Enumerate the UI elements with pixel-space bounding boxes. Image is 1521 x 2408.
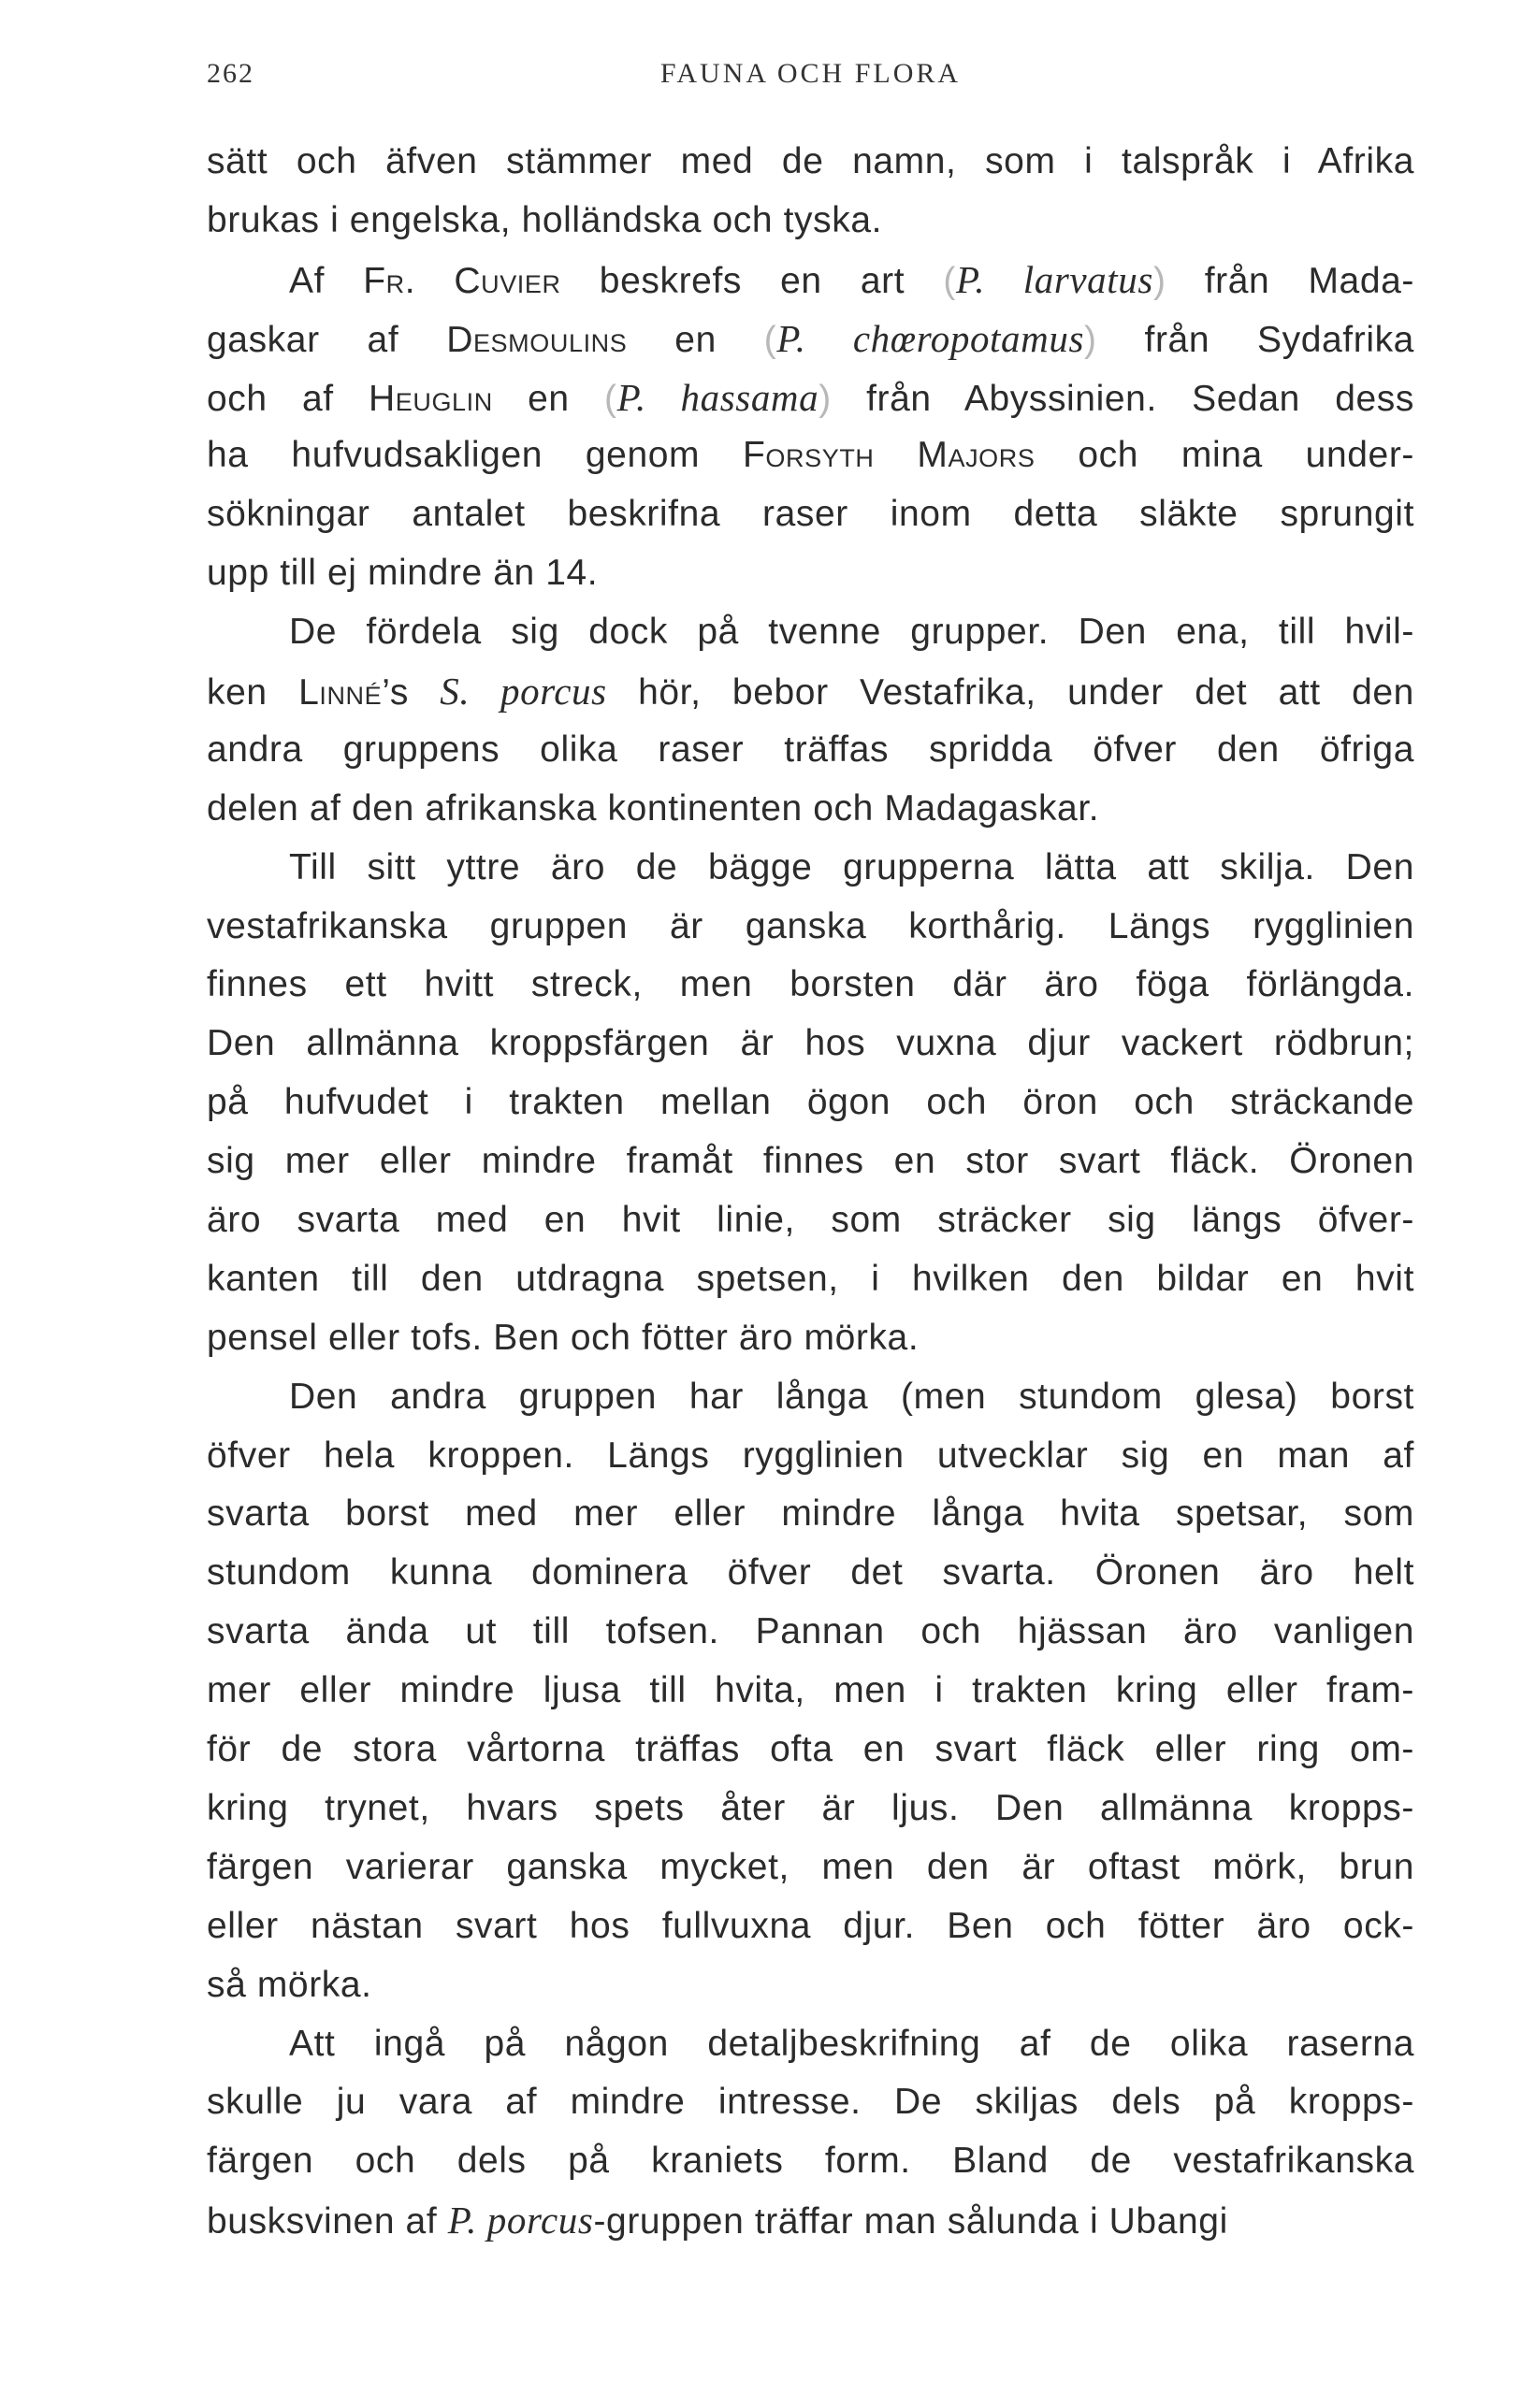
text-line (207, 2191, 1414, 2250)
text-segment: P. chœropotamus (776, 316, 1085, 360)
text-segment: Till sitt yttre äro de bägge grupperna lätta att skilja. Den (289, 846, 1414, 887)
paragraph (207, 1368, 1414, 2015)
text-segment: ) (818, 378, 832, 419)
text-segment: och mina under- (1035, 435, 1414, 476)
text-line (207, 1662, 1414, 1721)
text-segment: pensel eller tofs. Ben och fötter äro mörka. (207, 1317, 920, 1358)
text-segment: ha hufvudsakligen genom (207, 435, 743, 476)
text-segment: P. porcus (447, 2199, 594, 2242)
running-head: FAUNA OCH FLORA (659, 58, 962, 89)
text-segment: kanten till den utdragna spetsen, i hvilken den bildar en hvit (207, 1258, 1414, 1299)
text-line (207, 544, 1414, 603)
text-segment: från Abyssinien. Sedan dess (831, 378, 1414, 419)
text-line (207, 603, 1414, 662)
text-segment: svarta ända ut till tofsen. Pannan och hjässan äro vanligen (207, 1611, 1414, 1652)
text-segment: en (492, 378, 605, 419)
text-segment: så mörka. (207, 1964, 372, 2005)
text-segment: delen af den afrikanska kontinenten och Madagaskar. (207, 787, 1100, 829)
text-segment: kring trynet, hvars spets åter är ljus. Den allmänna kropps- (207, 1787, 1414, 1828)
text-segment: De fördela sig dock på tvenne grupper. Den ena, till hvil- (289, 612, 1414, 653)
text-segment: färgen och dels på kraniets form. Bland de vestafrikanska (207, 2141, 1414, 2182)
text-segment: finnes ett hvitt streck, men borsten där äro föga förlängda. (207, 964, 1414, 1005)
text-segment: en (627, 319, 764, 360)
text-segment: skulle ju vara af mindre intresse. De skiljas dels på kropps- (207, 2082, 1414, 2123)
page-header (207, 58, 1414, 105)
text-line (207, 192, 1414, 251)
text-line (207, 1721, 1414, 1780)
text-line (207, 1368, 1414, 1427)
text-segment: från Mada- (1166, 260, 1414, 301)
text-line (207, 2073, 1414, 2132)
text-segment: för de stora vårtorna träffas ofta en svart fläck eller ring om- (207, 1729, 1414, 1770)
text-line (207, 426, 1414, 485)
text-segment: andra gruppens olika raser träffas spridda öfver den öfriga (207, 728, 1414, 770)
paragraph (207, 251, 1414, 603)
text-segment: ’s (382, 672, 441, 714)
text-segment: Af (289, 260, 364, 301)
text-segment: äro svarta med en hvit linie, som sträcker sig längs öfver- (207, 1200, 1414, 1241)
text-line (207, 662, 1414, 721)
text-segment: Heuglin (368, 378, 493, 419)
text-line (207, 2015, 1414, 2074)
text-segment: sökningar antalet beskrifna raser inom detta släkte sprungit (207, 494, 1414, 535)
text-segment: stundom kunna dominera öfver det svarta. Öronen äro helt (207, 1552, 1414, 1593)
text-segment: beskrefs en art (560, 260, 944, 301)
text-segment: ) (1152, 260, 1166, 301)
paragraph (207, 2015, 1414, 2251)
text-segment: upp till ej mindre än 14. (207, 553, 599, 594)
text-segment: S. porcus (440, 670, 607, 714)
text-segment: Linné (298, 672, 383, 714)
text-line (207, 956, 1414, 1015)
text-line (207, 1250, 1414, 1309)
text-line (207, 485, 1414, 544)
text-line (207, 1074, 1414, 1132)
text-segment: gaskar af (207, 319, 447, 360)
text-segment: färgen varierar ganska mycket, men den är oftast mörk, brun (207, 1846, 1414, 1887)
text-line (207, 1191, 1414, 1250)
text-segment: och af (207, 378, 369, 419)
text-segment: ken (207, 672, 299, 714)
text-segment: sig mer eller mindre framåt finnes en stor svart fläck. Öronen (207, 1141, 1414, 1182)
text-segment: ( (763, 319, 777, 360)
text-line (207, 310, 1414, 368)
text-line (207, 1603, 1414, 1662)
text-segment: öfver hela kroppen. Längs rygglinien utvecklar sig en man af (207, 1435, 1414, 1476)
text-line (207, 251, 1414, 310)
text-line (207, 1132, 1414, 1191)
body-text (207, 133, 1414, 2250)
text-segment: P. larvatus (955, 257, 1153, 301)
text-line (207, 1780, 1414, 1838)
page-number: 262 (207, 58, 254, 89)
text-segment: från Sydafrika (1096, 319, 1414, 360)
text-segment: vestafrikanska gruppen är ganska korthårig. Längs rygglinien (207, 905, 1414, 946)
text-line (207, 780, 1414, 839)
text-segment: -gruppen träffar man sålunda i Ubangi (593, 2201, 1228, 2242)
text-segment: ( (943, 260, 956, 301)
text-segment: svarta borst med mer eller mindre långa hvita spetsar, som (207, 1493, 1414, 1535)
text-line (207, 133, 1414, 192)
text-segment: eller nästan svart hos fullvuxna djur. Ben och fötter äro ock- (207, 1905, 1414, 1946)
text-segment: ( (604, 378, 617, 419)
text-segment: Den allmänna kroppsfärgen är hos vuxna djur vackert rödbrun; (207, 1023, 1414, 1064)
text-segment: sätt och äfven stämmer med de namn, som i talspråk i Afrika (207, 141, 1414, 181)
text-line (207, 1544, 1414, 1603)
text-segment: Forsyth Majors (742, 435, 1036, 476)
text-line (207, 1427, 1414, 1486)
text-line (207, 898, 1414, 957)
text-segment: Den andra gruppen har långa (men stundom glesa) borst (289, 1376, 1414, 1417)
text-segment: på hufvudet i trakten mellan ögon och öron och sträckande (207, 1082, 1414, 1123)
text-line (207, 721, 1414, 780)
paragraph (207, 839, 1414, 1368)
paragraph (207, 133, 1414, 251)
text-segment: ) (1084, 319, 1097, 360)
text-segment: Desmoulins (446, 319, 628, 360)
text-line (207, 1015, 1414, 1074)
text-segment: hör, bebor Vestafrika, under det att den (606, 672, 1414, 714)
text-line (207, 2132, 1414, 2191)
text-line (207, 1897, 1414, 1956)
text-line (207, 1485, 1414, 1544)
text-line (207, 839, 1414, 898)
text-segment: mer eller mindre ljusa till hvita, men i trakten kring eller fram- (207, 1670, 1414, 1711)
text-segment: P. hassama (616, 375, 819, 419)
text-line (207, 1956, 1414, 2015)
text-line (207, 1309, 1414, 1368)
text-segment: Fr. Cuvier (363, 260, 561, 301)
text-line (207, 1838, 1414, 1897)
text-segment: busksvinen af (207, 2201, 448, 2242)
paragraph (207, 603, 1414, 839)
text-line (207, 368, 1414, 427)
text-segment: brukas i engelska, holländska och tyska. (207, 199, 883, 240)
text-segment: Att ingå på någon detaljbeskrifning af de olika raserna (289, 2023, 1414, 2064)
